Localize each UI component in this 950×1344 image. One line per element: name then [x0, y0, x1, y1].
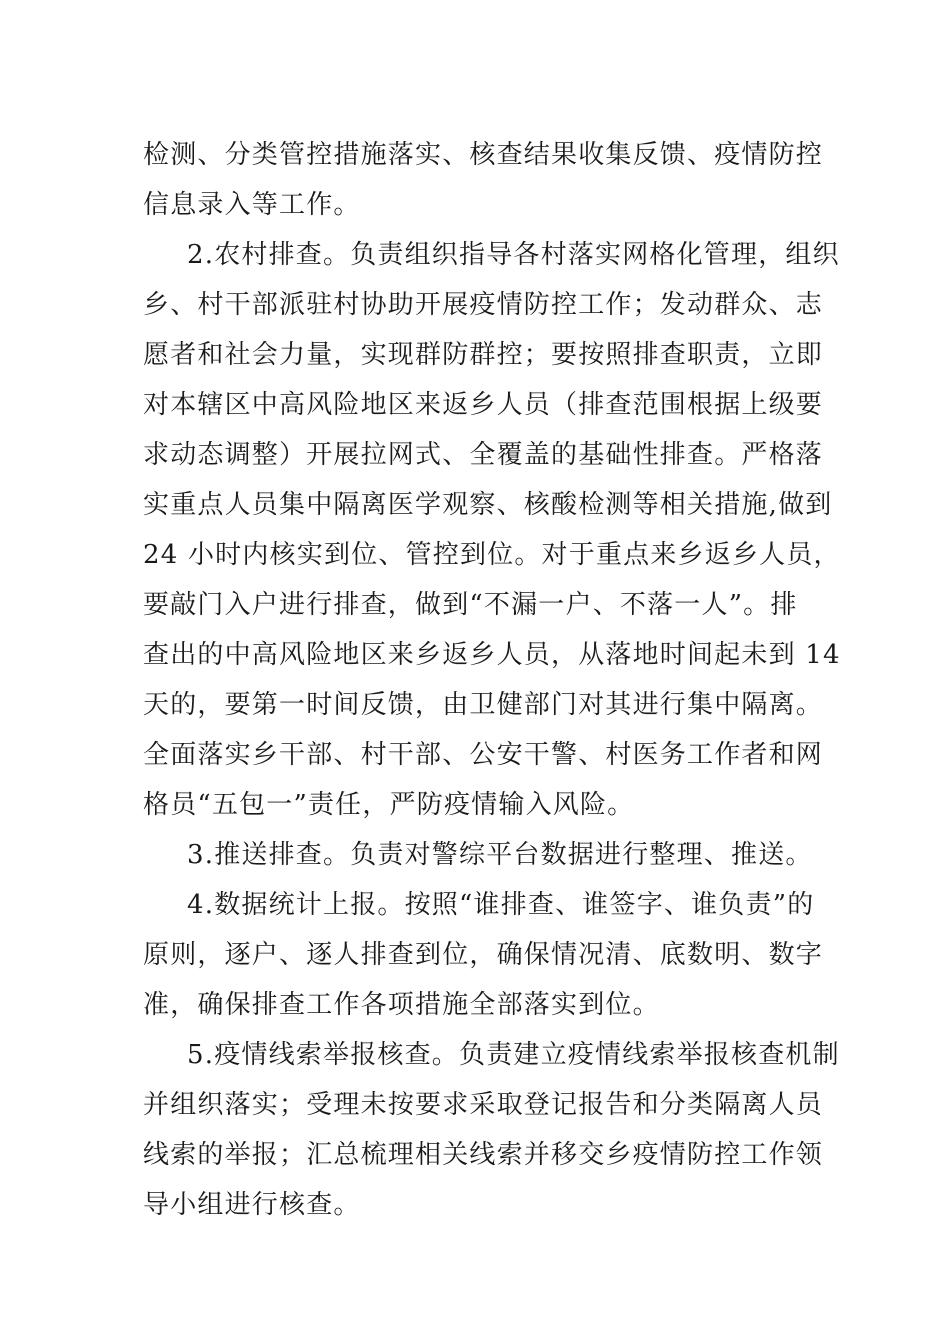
text-line: 愿者和社会力量，实现群防群控；要按照排查职责，立即 [143, 340, 824, 370]
text-line: 原则，逐户、逐人排查到位，确保情况清、底数明、数字 [143, 940, 824, 970]
paragraph-heading-line: 5.疫情线索举报核查。负责建立疫情线索举报核查机制 [187, 1040, 840, 1070]
text-line: 信息录入等工作。 [143, 190, 361, 220]
text-line: 准，确保排查工作各项措施全部落实到位。 [143, 990, 660, 1020]
paragraph-heading-line: 4.数据统计上报。按照“谁排查、谁签字、谁负责”的 [187, 890, 815, 920]
body-text [143, 130, 841, 1230]
text-line: 格员“五包一”责任，严防疫情输入风险。 [143, 790, 635, 820]
text-line: 检测、分类管控措施落实、核查结果收集反馈、疫情防控 [143, 140, 824, 170]
text-line: 天的，要第一时间反馈，由卫健部门对其进行集中隔离。 [143, 690, 824, 720]
text-line: 要敲门入户进行排查，做到“不漏一户、不落一人”。排 [143, 590, 798, 620]
text-line: 求动态调整）开展拉网式、全覆盖的基础性排查。严格落 [143, 440, 824, 470]
text-line: 查出的中高风险地区来乡返乡人员，从落地时间起未到 14 [143, 640, 841, 670]
text-line: 线索的举报；汇总梳理相关线索并移交乡疫情防控工作领 [143, 1140, 824, 1170]
text-line: 乡、村干部派驻村协助开展疫情防控工作；发动群众、志 [143, 290, 824, 320]
text-line: 24 小时内核实到位、管控到位。对于重点来乡返乡人员， [143, 540, 841, 570]
paragraph-heading-line: 3.推送排查。负责对警综平台数据进行整理、推送。 [187, 840, 813, 870]
text-line: 全面落实乡干部、村干部、公安干警、村医务工作者和网 [143, 740, 824, 770]
paragraph-heading-line: 2.农村排查。负责组织指导各村落实网格化管理，组织 [187, 240, 840, 270]
text-line: 并组织落实；受理未按要求采取登记报告和分类隔离人员 [143, 1090, 824, 1120]
text-line: 实重点人员集中隔离医学观察、核酸检测等相关措施,做到 [143, 490, 833, 520]
text-line: 导小组进行核查。 [143, 1190, 361, 1220]
text-line: 对本辖区中高风险地区来返乡人员（排查范围根据上级要 [143, 390, 824, 420]
